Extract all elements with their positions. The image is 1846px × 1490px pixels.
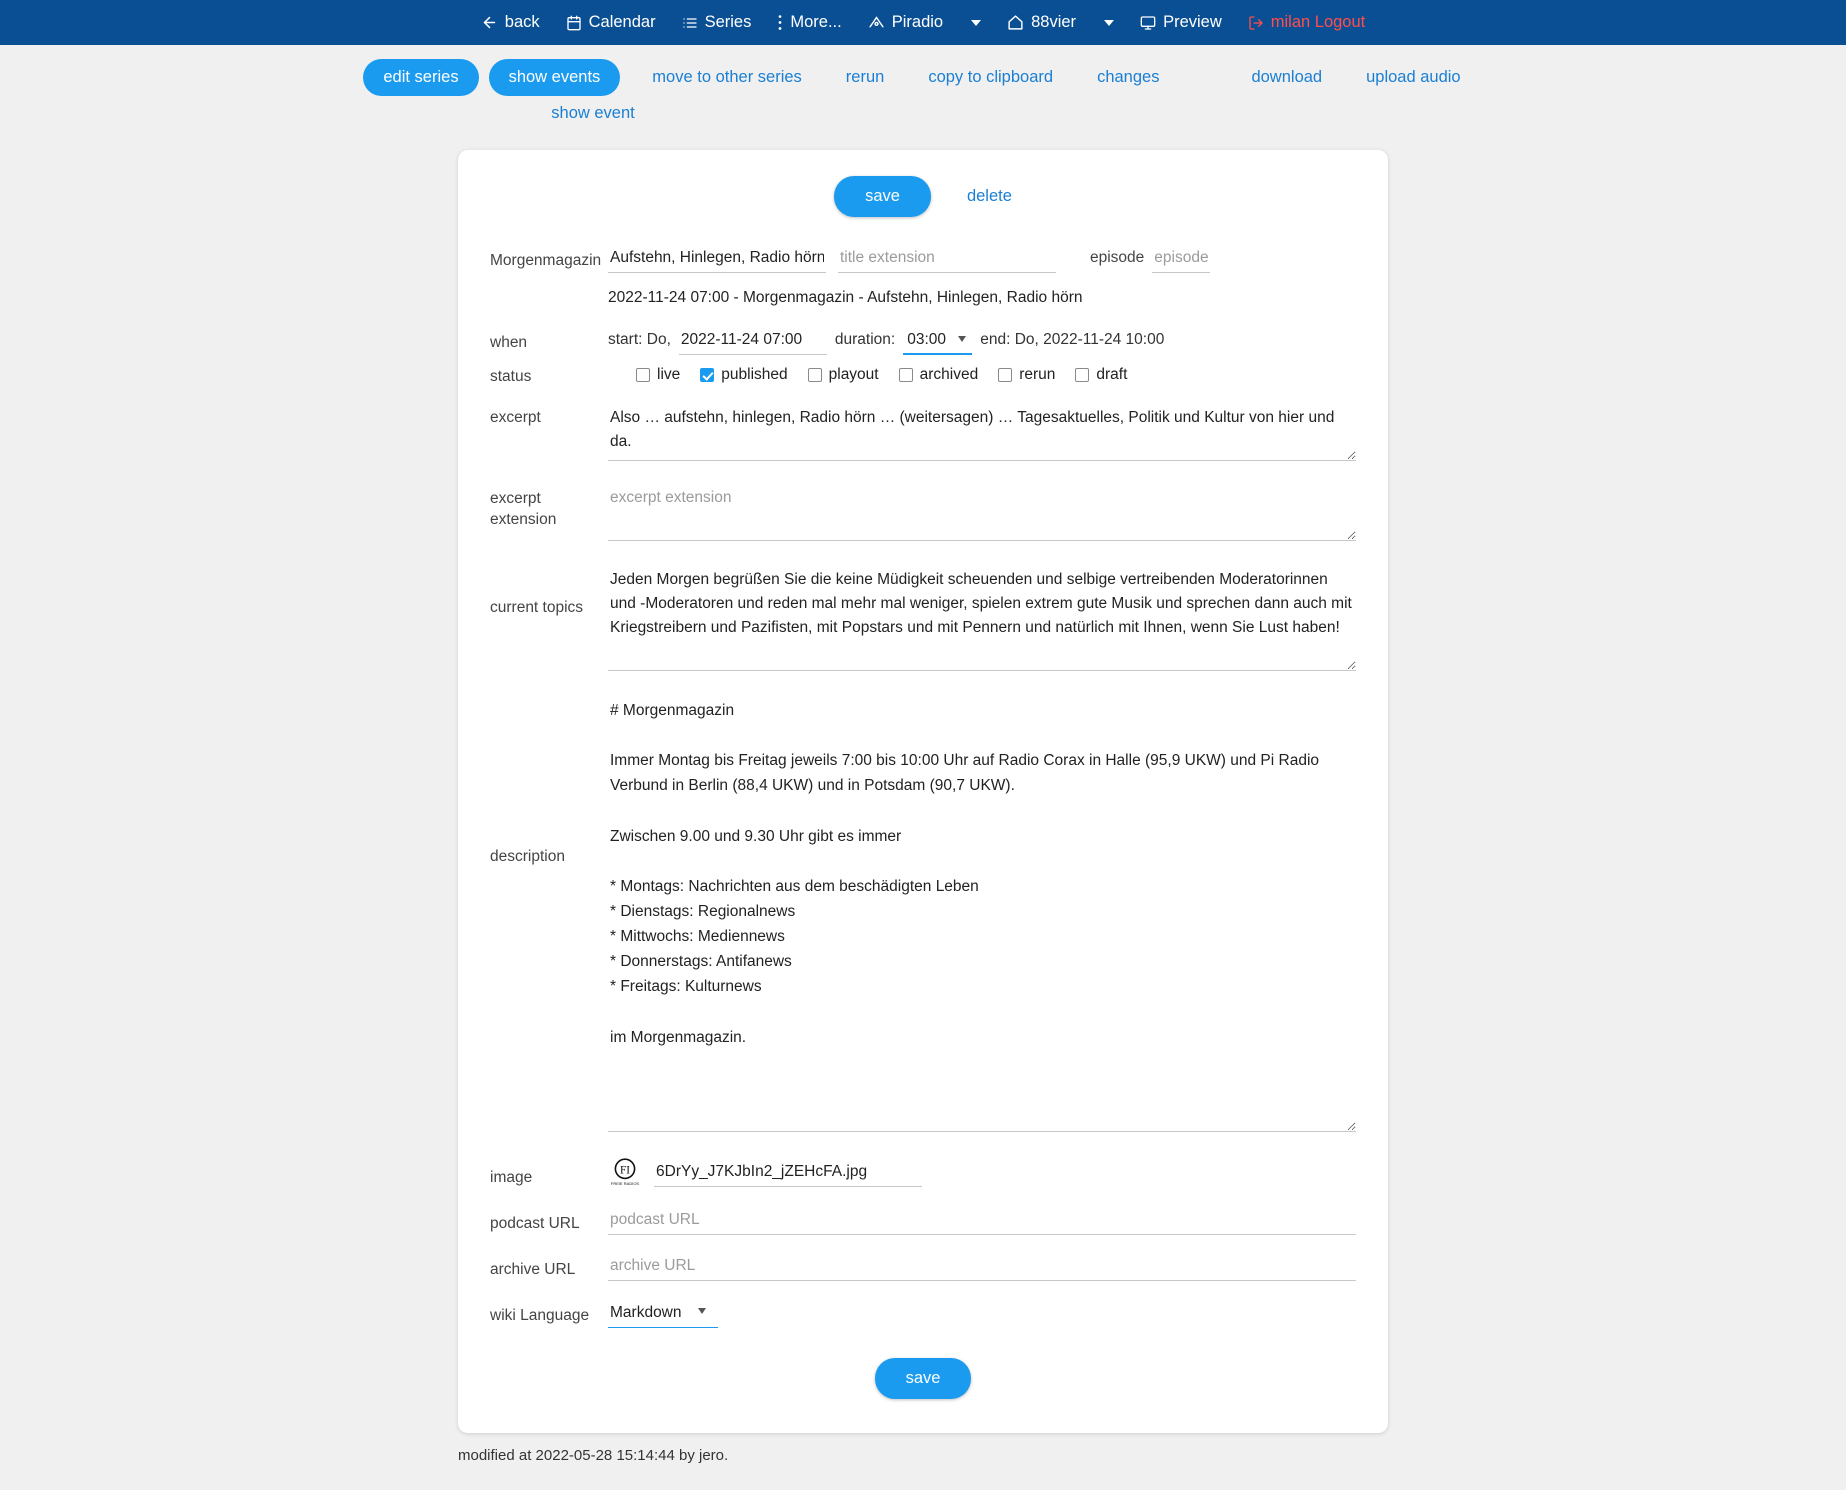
title-row (490, 243, 1356, 273)
when-row (490, 325, 1356, 355)
nav-station-piradio-label: Piradio (891, 13, 944, 31)
broadcast-icon (868, 14, 885, 31)
list-icon (682, 15, 698, 31)
show-events-button[interactable]: show events (489, 59, 621, 96)
full-title-text: 2022-11-24 07:00 - Morgenmagazin - Aufstehn, Hinlegen, Radio hörn (608, 289, 1083, 306)
chevron-down-icon-88vier[interactable] (1104, 20, 1114, 26)
duration-select[interactable] (903, 325, 972, 355)
duration-select-wrapper (903, 325, 972, 355)
calendar-icon (566, 15, 582, 31)
status-label-live: live (657, 366, 681, 383)
duration-label: duration: (834, 331, 896, 348)
status-label-playout: playout (828, 366, 879, 383)
top-save-bar (490, 176, 1356, 217)
nav-calendar[interactable] (566, 13, 656, 32)
wiki-language-select-wrapper (608, 1297, 718, 1328)
top-navigation-bar (0, 0, 1846, 45)
bottom-save-bar (490, 1358, 1356, 1399)
excerpt-extension-textarea[interactable] (608, 480, 1356, 541)
home-icon (1007, 14, 1024, 31)
nav-back[interactable] (481, 13, 540, 32)
image-filename-input[interactable] (654, 1157, 922, 1187)
archive-url-row (490, 1251, 1356, 1281)
status-row (490, 359, 1356, 386)
episode-input[interactable] (1152, 243, 1210, 273)
start-datetime-input[interactable] (679, 325, 827, 355)
checkbox-box-rerun[interactable] (998, 368, 1012, 382)
copy-to-clipboard-link[interactable]: copy to clipboard (928, 68, 1054, 86)
title-input[interactable] (608, 243, 826, 273)
action-bar-secondary (0, 104, 1846, 123)
checkbox-box-live[interactable] (636, 368, 650, 382)
changes-link[interactable]: changes (1097, 68, 1160, 86)
podcast-url-row (490, 1205, 1356, 1235)
status-label-archived: archived (919, 366, 979, 383)
nav-logout-label: milan Logout (1270, 13, 1366, 31)
download-link[interactable]: download (1251, 68, 1323, 86)
excerpt-textarea[interactable] (608, 400, 1356, 461)
full-title-spacer (490, 277, 608, 286)
archive-url-input[interactable] (608, 1251, 1356, 1281)
status-checkbox-archived[interactable] (899, 366, 979, 384)
nav-more-label: More... (790, 13, 842, 31)
modified-footer: modified at 2022-05-28 15:14:44 by jero. (458, 1446, 729, 1464)
rerun-link[interactable]: rerun (845, 68, 885, 86)
excerpt-extension-row (490, 480, 1356, 546)
status-label: status (490, 368, 532, 385)
svg-text:FREIE RADIOS: FREIE RADIOS (610, 1180, 640, 1186)
nav-series[interactable] (682, 13, 752, 32)
action-bar (0, 45, 1846, 96)
save-button-top[interactable]: save (834, 176, 931, 217)
move-to-other-series-link[interactable]: move to other series (652, 68, 802, 86)
excerpt-label: excerpt (490, 409, 541, 426)
image-label: image (490, 1168, 533, 1186)
svg-text:FI: FI (620, 1164, 630, 1177)
nav-station-piradio[interactable] (868, 13, 943, 32)
wiki-language-select[interactable] (608, 1297, 718, 1328)
checkbox-box-draft[interactable] (1075, 368, 1089, 382)
series-label: Morgenmagazin (490, 252, 602, 269)
delete-link[interactable]: delete (966, 187, 1012, 205)
nav-station-88vier[interactable] (1007, 13, 1076, 32)
podcast-url-label: podcast URL (490, 1214, 580, 1232)
status-checkbox-published[interactable] (700, 366, 787, 384)
episode-label: episode (1090, 249, 1145, 266)
status-label-published: published (721, 366, 788, 383)
title-extension-input[interactable] (838, 243, 1056, 273)
nav-logout[interactable] (1248, 13, 1365, 32)
wiki-language-row (490, 1297, 1356, 1328)
status-checkbox-live[interactable] (636, 366, 680, 384)
current-topics-textarea[interactable] (608, 562, 1356, 671)
nav-more[interactable] (777, 13, 841, 32)
nav-preview[interactable] (1140, 13, 1222, 32)
nav-series-label: Series (704, 13, 752, 31)
full-title-row (490, 277, 1356, 321)
podcast-url-input[interactable] (608, 1205, 1356, 1235)
description-textarea[interactable] (608, 692, 1356, 1132)
wiki-language-label: wiki Language (490, 1306, 590, 1324)
status-checkbox-rerun[interactable] (998, 366, 1055, 384)
checkbox-box-archived[interactable] (899, 368, 913, 382)
event-edit-card (458, 150, 1388, 1433)
nav-calendar-label: Calendar (588, 13, 656, 31)
image-thumbnail-icon (608, 1155, 642, 1189)
nav-preview-label: Preview (1163, 13, 1222, 31)
description-row (490, 692, 1356, 1137)
description-label: description (490, 848, 565, 866)
status-label-rerun: rerun (1019, 366, 1056, 383)
excerpt-extension-label: excerpt extension (490, 490, 557, 528)
edit-series-button[interactable]: edit series (363, 59, 478, 96)
start-label: start: Do, (608, 331, 671, 348)
excerpt-row (490, 400, 1356, 466)
image-row (490, 1155, 1356, 1189)
show-event-link[interactable]: show event (551, 104, 635, 122)
logout-icon (1248, 15, 1264, 31)
end-text: end: Do, 2022-11-24 10:00 (980, 331, 1165, 348)
when-label: when (490, 334, 528, 351)
upload-audio-link[interactable]: upload audio (1366, 68, 1461, 86)
checkbox-box-published[interactable] (700, 368, 714, 382)
status-label-draft: draft (1096, 366, 1128, 383)
archive-url-label: archive URL (490, 1260, 576, 1278)
current-topics-row (490, 562, 1356, 676)
nav-back-label: back (504, 13, 540, 31)
status-checkbox-draft[interactable] (1075, 366, 1127, 384)
checkbox-box-playout[interactable] (808, 368, 822, 382)
current-topics-label: current topics (490, 599, 584, 617)
spacer-after-status (490, 390, 1356, 400)
arrow-left-icon (481, 14, 498, 31)
nav-station-88vier-label: 88vier (1031, 13, 1077, 31)
save-button-bottom[interactable]: save (875, 1358, 972, 1399)
status-checkbox-playout[interactable] (808, 366, 879, 384)
monitor-icon (1140, 15, 1156, 31)
chevron-down-icon-piradio[interactable] (971, 20, 981, 26)
dots-vertical-icon (777, 14, 783, 31)
